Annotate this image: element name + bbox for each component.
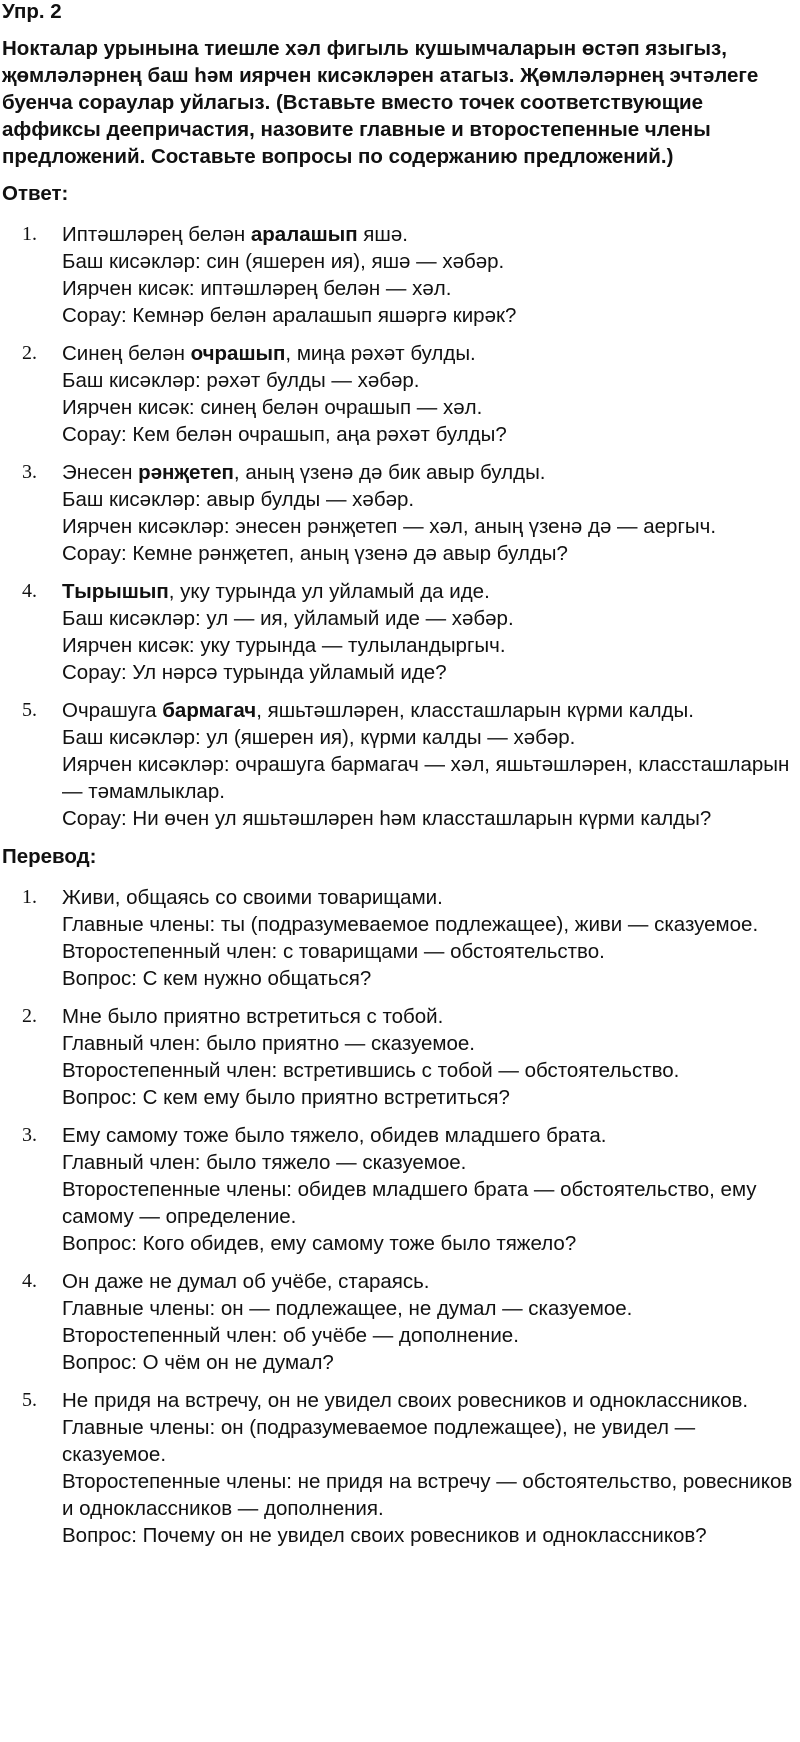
item-line: Ему самому тоже было тяжело, обидев младшего брата.	[62, 1124, 607, 1147]
item-sentence: Тырышып, уку турында ул уйламый да иде.	[62, 580, 490, 603]
translation-item	[2, 1268, 794, 1376]
item-line: Главный член: было приятно — сказуемое.	[62, 1032, 476, 1055]
item-number: 4.	[22, 580, 37, 602]
item-line: Главные члены: он — подлежащее, не думал — сказуемое.	[62, 1297, 633, 1320]
item-line: Живи, общаясь со своими товарищами.	[62, 886, 443, 909]
item-line: Вопрос: С кем нужно общаться?	[62, 967, 372, 990]
item-line: Вопрос: С кем ему было приятно встретиться?	[62, 1086, 510, 1109]
answer-item	[2, 697, 794, 832]
item-line: Второстепенные члены: не придя на встречу — обстоятельство, ровесников и одноклассников — дополнения.	[62, 1470, 793, 1520]
item-line: Баш кисәкләр: ул — ия, уйламый иде — хәбәр.	[62, 607, 514, 630]
item-line: Сорау: Кемнәр белән аралашып яшәргә кирәк?	[62, 304, 517, 327]
item-line: Не придя на встречу, он не увидел своих ровесников и одноклассников.	[62, 1389, 749, 1412]
item-line: Мне было приятно встретиться с тобой.	[62, 1005, 444, 1028]
item-line: Второстепенный член: об учёбе — дополнение.	[62, 1324, 519, 1347]
exercise-task: Ноктала‌р урынына тиешле хәл фигыль кушымчаларын өстәп языгыз, җөмләләрнең баш һәм иярчен кисәкләрен атагыз. Җөмләләрнең эчтәлеге буенча сораулар уйлагыз. (Вставьте вместо точек соответствующие аффиксы деепричастия, назовите главные и второстепенные члены предложений. Составьте вопросы по содержанию предложений.)	[2, 37, 759, 168]
item-line: Сорау: Ни өчен ул яшьтәшләрен һәм классташларын күрми калды?	[62, 807, 712, 830]
answer-item	[2, 340, 794, 448]
item-sentence: Энесен рәнҗетеп, аның үзенә дә бик авыр булды.	[62, 461, 546, 484]
item-number: 5.	[22, 699, 37, 721]
item-line: Второстепенные члены: обидев младшего брата — обстоятельство, ему самому — определение.	[62, 1178, 757, 1228]
item-sentence: Синең белән очрашып, миңа рәхәт булды.	[62, 342, 476, 365]
item-number: 2.	[22, 1005, 37, 1027]
item-line: Иярчен кисәкләр: очрашуга бармагач — хәл, яшьтәшләрен, классташларын — тәмамлыклар.	[62, 753, 790, 803]
answer-item	[2, 221, 794, 329]
exercise-title: Упр. 2	[2, 0, 62, 23]
item-line: Вопрос: О чём он не думал?	[62, 1351, 334, 1374]
highlighted-word: рәнҗетеп	[138, 461, 234, 484]
translation-item	[2, 884, 794, 992]
translation-list	[2, 884, 794, 1549]
highlighted-word: очрашып	[190, 342, 286, 365]
item-line: Иярчен кисәкләр: энесен рәнҗетеп — хәл, аның үзенә дә — аергыч.	[62, 515, 717, 538]
item-number: 2.	[22, 342, 37, 364]
item-line: Иярчен кисәк: уку турында — тулыландыргыч.	[62, 634, 506, 657]
item-sentence: Очрашуга бармагач, яшьтәшләрен, классташларын күрми калды.	[62, 699, 694, 722]
answer-item	[2, 459, 794, 567]
item-line: Второстепенный член: с товарищами — обстоятельство.	[62, 940, 605, 963]
item-line: Баш кисәкләр: рәхәт булды — хәбәр.	[62, 369, 420, 392]
item-line: Главный член: было тяжело — сказуемое.	[62, 1151, 467, 1174]
item-line: Баш кисәкләр: син (яшерен ия), яшә — хәбәр.	[62, 250, 505, 273]
item-number: 4.	[22, 1270, 37, 1292]
highlighted-word: аралашып	[250, 223, 358, 246]
item-line: Сорау: Ул нәрсә турында уйламый иде?	[62, 661, 447, 684]
item-line: Иярчен кисәк: синең белән очрашып — хәл.	[62, 396, 483, 419]
highlighted-word: бармагач	[162, 699, 257, 722]
item-number: 5.	[22, 1389, 37, 1411]
translation-item	[2, 1122, 794, 1257]
translation-title: Перевод:	[2, 845, 97, 868]
item-line: Вопрос: Кого обидев, ему самому тоже было тяжело?	[62, 1232, 577, 1255]
item-line: Баш кисәкләр: ул (яшерен ия), күрми калды — хәбәр.	[62, 726, 576, 749]
answer-item	[2, 578, 794, 686]
item-number: 3.	[22, 461, 37, 483]
item-line: Главные члены: ты (подразумеваемое подлежащее), живи — сказуемое.	[62, 913, 759, 936]
translation-item	[2, 1003, 794, 1111]
item-line: Сорау: Кем белән очрашып, аңа рәхәт булды?	[62, 423, 507, 446]
item-line: Иярчен кисәк: иптәшләрең белән — хәл.	[62, 277, 452, 300]
answer-title: Ответ:	[2, 182, 69, 205]
item-number: 1.	[22, 223, 37, 245]
item-line: Второстепенный член: встретившись с тобой — обстоятельство.	[62, 1059, 680, 1082]
item-sentence: Иптәшләрең белән аралашып яшә.	[62, 223, 408, 246]
answer-list	[2, 221, 794, 832]
item-line: Баш кисәкләр: авыр булды — хәбәр.	[62, 488, 415, 511]
highlighted-word: Тырышып	[62, 580, 169, 603]
translation-item	[2, 1387, 794, 1549]
item-line: Главные члены: он (подразумеваемое подлежащее), не увидел — сказуемое.	[62, 1416, 696, 1466]
item-line: Сорау: Кемне рәнҗетеп, аның үзенә дә авыр булды?	[62, 542, 568, 565]
item-line: Вопрос: Почему он не увидел своих ровесников и одноклассников?	[62, 1524, 707, 1547]
item-number: 1.	[22, 886, 37, 908]
item-number: 3.	[22, 1124, 37, 1146]
item-line: Он даже не думал об учёбе, стараясь.	[62, 1270, 430, 1293]
